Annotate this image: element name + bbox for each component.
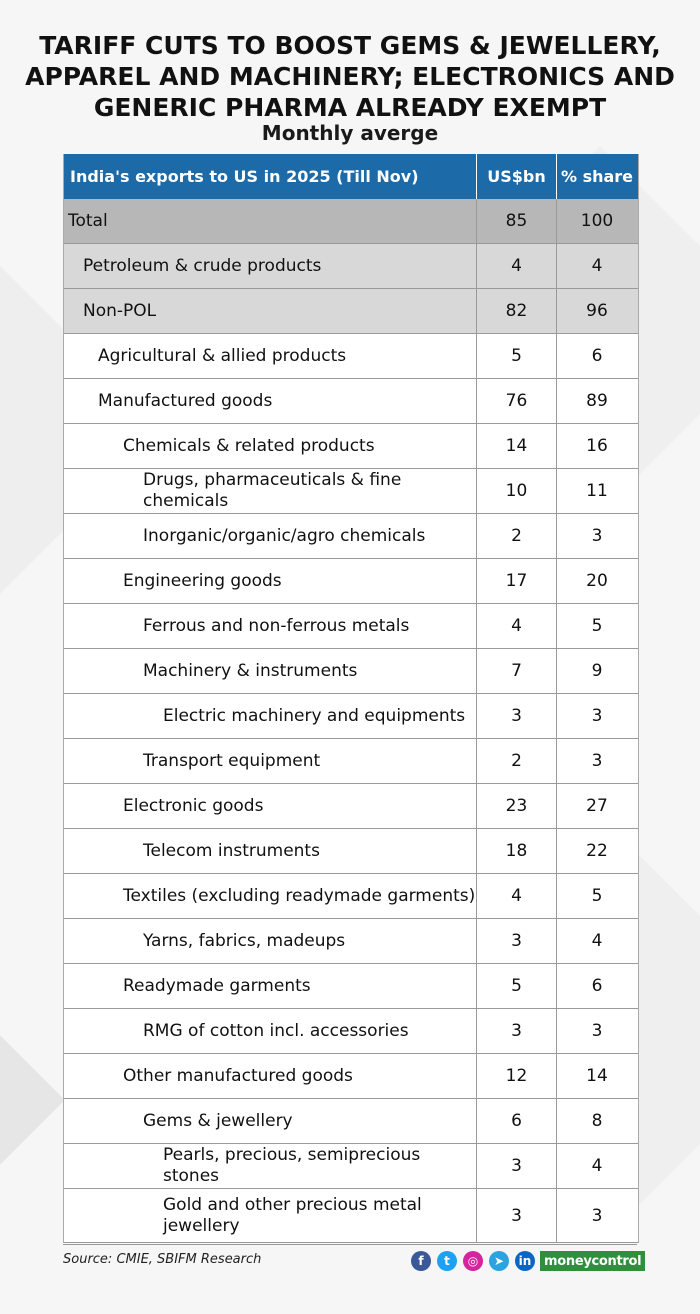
row-value-share: 8 (591, 1111, 603, 1131)
row-value-usd: 85 (477, 199, 557, 243)
row-value-share: 22 (586, 841, 608, 861)
footer-divider (63, 1244, 637, 1245)
table-row (64, 244, 638, 289)
row-value-usd: 5 (477, 334, 557, 378)
row-value-share: 3 (591, 1205, 603, 1226)
row-value-usd: 12 (477, 1054, 557, 1098)
row-value-share: 96 (586, 301, 608, 321)
row-value-usd: 3 (477, 919, 557, 963)
row-label: Chemicals & related products (64, 424, 477, 468)
table-row (64, 424, 638, 469)
row-value-usd: 82 (477, 289, 557, 333)
row-label: Pearls, precious, semiprecious stones (64, 1144, 477, 1188)
table-row (64, 1054, 638, 1099)
column-header-share: % share (560, 167, 634, 186)
row-value-share: 3 (591, 751, 603, 771)
chart-title: TARIFF CUTS TO BOOST GEMS & JEWELLERY, APPAREL AND MACHINERY; ELECTRONICS AND GENERIC PHARMA ALREADY EXEMPT (25, 31, 675, 122)
row-label: Transport equipment (64, 739, 477, 783)
table-row (64, 784, 638, 829)
row-label: Drugs, pharmaceuticals & fine chemicals (64, 469, 477, 513)
facebook-icon[interactable]: f (411, 1251, 431, 1271)
row-value-usd: 76 (477, 379, 557, 423)
table-row (64, 649, 638, 694)
background-diamond (0, 1015, 65, 1185)
row-value-share: 4 (591, 1156, 603, 1176)
table-row (64, 289, 638, 334)
row-label: Gems & jewellery (64, 1099, 477, 1143)
row-label: Petroleum & crude products (64, 244, 477, 288)
table-row (64, 1009, 638, 1054)
row-value-share: 4 (591, 256, 603, 276)
row-label: Non-POL (64, 289, 477, 333)
table-row (64, 919, 638, 964)
table-row (64, 604, 638, 649)
row-value-usd: 10 (477, 469, 557, 513)
table-header-row (64, 154, 638, 199)
table-row (64, 694, 638, 739)
row-value-share: 5 (591, 886, 603, 906)
table-row (64, 829, 638, 874)
row-value-share: 6 (591, 976, 603, 996)
social-icons (411, 1251, 535, 1271)
exports-table (63, 154, 639, 1243)
table-row (64, 379, 638, 424)
row-label: Gold and other precious metal jewellery (64, 1189, 477, 1242)
row-value-share: 5 (591, 616, 603, 636)
row-value-usd: 4 (477, 874, 557, 918)
table-row (64, 1189, 638, 1243)
row-value-share: 6 (591, 346, 603, 366)
row-value-usd: 23 (477, 784, 557, 828)
table-row (64, 559, 638, 604)
row-label: Textiles (excluding readymade garments) (64, 874, 477, 918)
table-row (64, 739, 638, 784)
row-label: Engineering goods (64, 559, 477, 603)
row-value-usd: 4 (477, 244, 557, 288)
row-value-share: 4 (591, 931, 603, 951)
table-row (64, 1099, 638, 1144)
row-label: Other manufactured goods (64, 1054, 477, 1098)
twitter-icon[interactable]: t (437, 1251, 457, 1271)
row-value-share: 16 (586, 436, 608, 456)
table-body (64, 199, 638, 1243)
brand-logo: moneycontrol (540, 1251, 645, 1271)
table-row (64, 334, 638, 379)
row-value-usd: 17 (477, 559, 557, 603)
row-label: Manufactured goods (64, 379, 477, 423)
row-label: Inorganic/organic/agro chemicals (64, 514, 477, 558)
row-value-usd: 4 (477, 604, 557, 648)
row-value-usd: 3 (477, 1009, 557, 1053)
row-label: Total (64, 199, 477, 243)
row-value-share: 3 (591, 1021, 603, 1041)
table-row (64, 199, 638, 244)
row-label: Telecom instruments (64, 829, 477, 873)
row-value-usd: 18 (477, 829, 557, 873)
row-value-usd: 3 (477, 694, 557, 738)
row-label: Ferrous and non-ferrous metals (64, 604, 477, 648)
row-value-share: 3 (591, 706, 603, 726)
row-value-share: 100 (580, 211, 614, 231)
table-row (64, 469, 638, 514)
row-label: Electric machinery and equipments (64, 694, 477, 738)
row-value-share: 27 (586, 796, 608, 816)
row-value-share: 20 (586, 571, 608, 591)
instagram-icon[interactable]: ◎ (463, 1251, 483, 1271)
linkedin-icon[interactable]: in (515, 1251, 535, 1271)
row-value-share: 14 (586, 1066, 608, 1086)
row-value-usd: 3 (477, 1144, 557, 1188)
table-row (64, 1144, 638, 1189)
row-value-usd: 6 (477, 1099, 557, 1143)
row-value-share: 9 (591, 661, 603, 681)
row-label: Yarns, fabrics, madeups (64, 919, 477, 963)
row-value-share: 3 (591, 526, 603, 546)
row-value-usd: 2 (477, 514, 557, 558)
telegram-icon[interactable]: ➤ (489, 1251, 509, 1271)
table-row (64, 964, 638, 1009)
row-label: Agricultural & allied products (64, 334, 477, 378)
row-value-usd: 14 (477, 424, 557, 468)
source-note: Source: CMIE, SBIFM Research (63, 1252, 262, 1267)
table-row (64, 514, 638, 559)
row-label: Machinery & instruments (64, 649, 477, 693)
table-row (64, 874, 638, 919)
column-header-usd: US$bn (477, 154, 557, 199)
row-value-usd: 7 (477, 649, 557, 693)
row-label: Readymade garments (64, 964, 477, 1008)
row-value-usd: 3 (477, 1189, 557, 1242)
row-label: RMG of cotton incl. accessories (64, 1009, 477, 1053)
row-value-share: 11 (586, 481, 608, 501)
row-value-usd: 2 (477, 739, 557, 783)
chart-subtitle: Monthly averge (261, 121, 439, 145)
row-value-usd: 5 (477, 964, 557, 1008)
column-header-category: India's exports to US in 2025 (Till Nov) (64, 154, 477, 199)
row-value-share: 89 (586, 391, 608, 411)
row-label: Electronic goods (64, 784, 477, 828)
